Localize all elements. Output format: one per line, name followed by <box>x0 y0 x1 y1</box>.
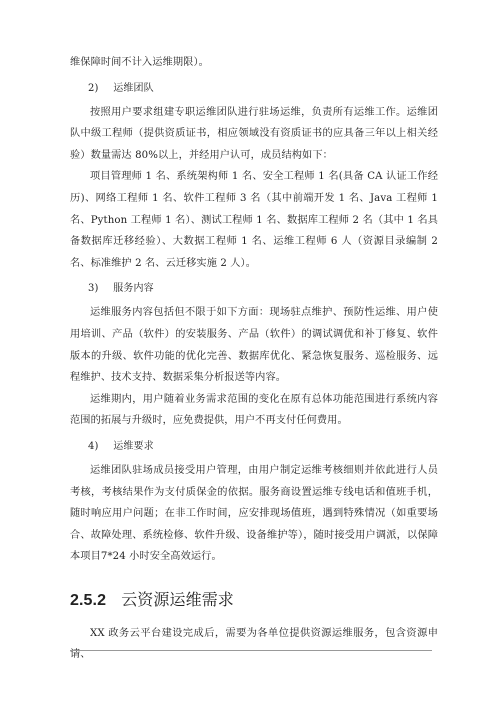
subheading-number: 2) <box>88 82 99 94</box>
subheading-title: 服务内容 <box>113 283 154 295</box>
requirements-paragraph-1: 运维团队驻场成员接受用户管理，由用户制定运维考核细则并依此进行人员考核，考核结果作为支付质保金的依据。服务商设置运维专线电话和值班手机，随时响应用户问题；在非工作时间，应安排现场值班，遇到特殊情况（如重要场合、故障处理、系统检修、软件升级、设备维护等），随时接受用户调派，以保障本项目7*24 小时安全高效运行。 <box>70 464 438 563</box>
document-body <box>70 52 438 666</box>
subheading-team <box>88 80 438 98</box>
section-paragraph-1: XX 政务云平台建设完成后，需要为各单位提供资源运维服务，包含资源申请、 <box>70 627 438 661</box>
section-title: 云资源运维需求 <box>121 589 234 609</box>
subheading-title: 运维团队 <box>113 82 154 94</box>
subheading-number: 4) <box>88 440 99 452</box>
services-paragraph-2: 运维期内，用户随着业务需求范围的变化在原有总体功能范围进行系统内容范围的拓展与升级时，应免费提供，用户不再支付任何费用。 <box>70 393 438 427</box>
subheading-requirements <box>88 438 438 456</box>
services-paragraph-1: 运维服务内容包括但不限于如下方面：现场驻点维护、预防性运维、用户使用培训、产品（软件）的安装服务、产品（软件）的调试调优和补丁修复、软件版本的升级、软件功能的优化完善、数据库优化、紧急恢复服务、巡检服务、远程维护、技术支持、数据采集分析报送等内容。 <box>70 307 438 384</box>
section-number: 2.5.2 <box>70 591 107 609</box>
section-heading <box>70 588 438 613</box>
subheading-title: 运维要求 <box>113 440 154 452</box>
subheading-number: 3) <box>88 283 99 295</box>
footer-divider <box>70 650 432 651</box>
team-paragraph-1: 按照用户要求组建专职运维团队进行驻场运维，负责所有运维工作。运维团队中级工程师（提供资质证书，相应领域没有资质证书的应具备三年以上相关经验）数量需达 80%以上，并经用户认可，成员结构如下： <box>70 106 438 161</box>
subheading-services <box>88 280 438 298</box>
team-paragraph-2: 项目管理师 1 名、系统架构师 1 名、安全工程师 1 名(具备 CA 认证工作经历)、网络工程师 1 名、软件工程师 3 名（其中前端开发 1 名、Java 工程师 1 名、Python 工程师 1 名）、测试工程师 1 名、数据库工程师 2 名（其中 1 名具备数据库迁移经验）、大数据工程师 1 名、运维工程师 6 人（资源目录编制 2 名、标准维护 2 名、云迁移实施 2 人）。 <box>70 171 438 269</box>
continuation-line: 维保障时间不计入运维期限）。 <box>70 57 209 68</box>
